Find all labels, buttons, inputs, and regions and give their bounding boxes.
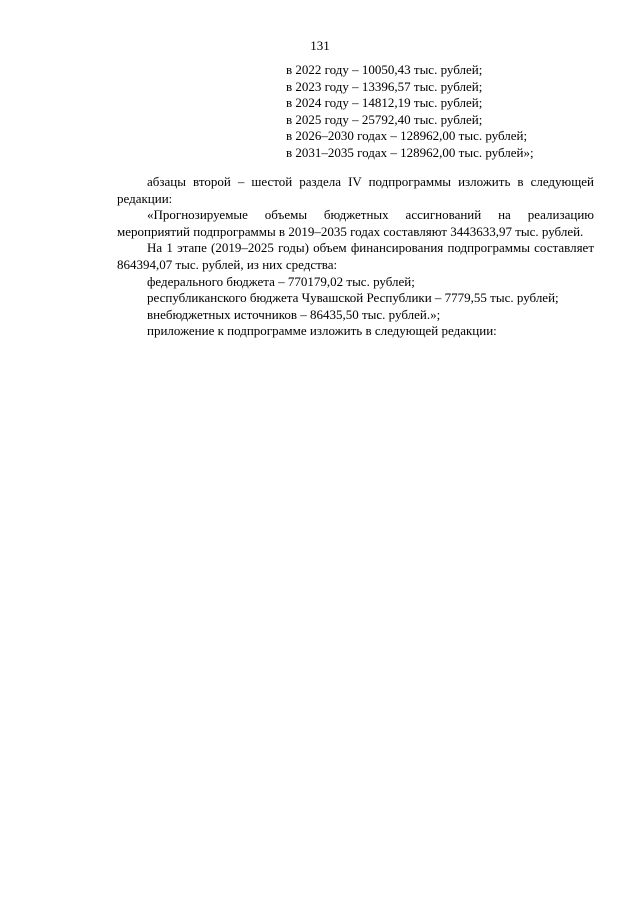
body-text — [117, 174, 594, 340]
paragraph-republic-budget: республиканского бюджета Чувашской Республики – 7779,55 тыс. рублей; — [147, 290, 559, 306]
funding-by-year-list — [286, 62, 534, 162]
paragraph-forecast-total: «Прогнозируемые объемы бюджетных ассигнований на реализацию мероприятий подпрограммы в 2019–2035 годах составляют 3443633,97 тыс. рублей. — [117, 207, 594, 239]
paragraph-extrabudgetary: внебюджетных источников – 86435,50 тыс. рублей.»; — [147, 306, 441, 322]
page-number: 131 — [310, 38, 330, 53]
paragraph-stage-one: На 1 этапе (2019–2025 годы) объем финансирования подпрограммы составляет 864394,07 тыс. рублей, из них средства: — [117, 240, 594, 272]
paragraph-appendix: приложение к подпрограмме изложить в следующей редакции: — [147, 323, 497, 339]
funding-item-2026-2030: в 2026–2030 годах – 128962,00 тыс. рублей; — [286, 128, 528, 144]
funding-item-2025: в 2025 году – 25792,40 тыс. рублей; — [286, 111, 483, 127]
paragraph-federal-budget: федерального бюджета – 770179,02 тыс. рублей; — [147, 273, 415, 289]
funding-item-2024: в 2024 году – 14812,19 тыс. рублей; — [286, 95, 483, 111]
funding-item-2023: в 2023 году – 13396,57 тыс. рублей; — [286, 78, 483, 94]
paragraph-amend-section: абзацы второй – шестой раздела IV подпрограммы изложить в следующей редакции: — [117, 174, 594, 206]
funding-item-2031-2035: в 2031–2035 годах – 128962,00 тыс. рублей»; — [286, 144, 534, 160]
funding-item-2022: в 2022 году – 10050,43 тыс. рублей; — [286, 62, 483, 77]
